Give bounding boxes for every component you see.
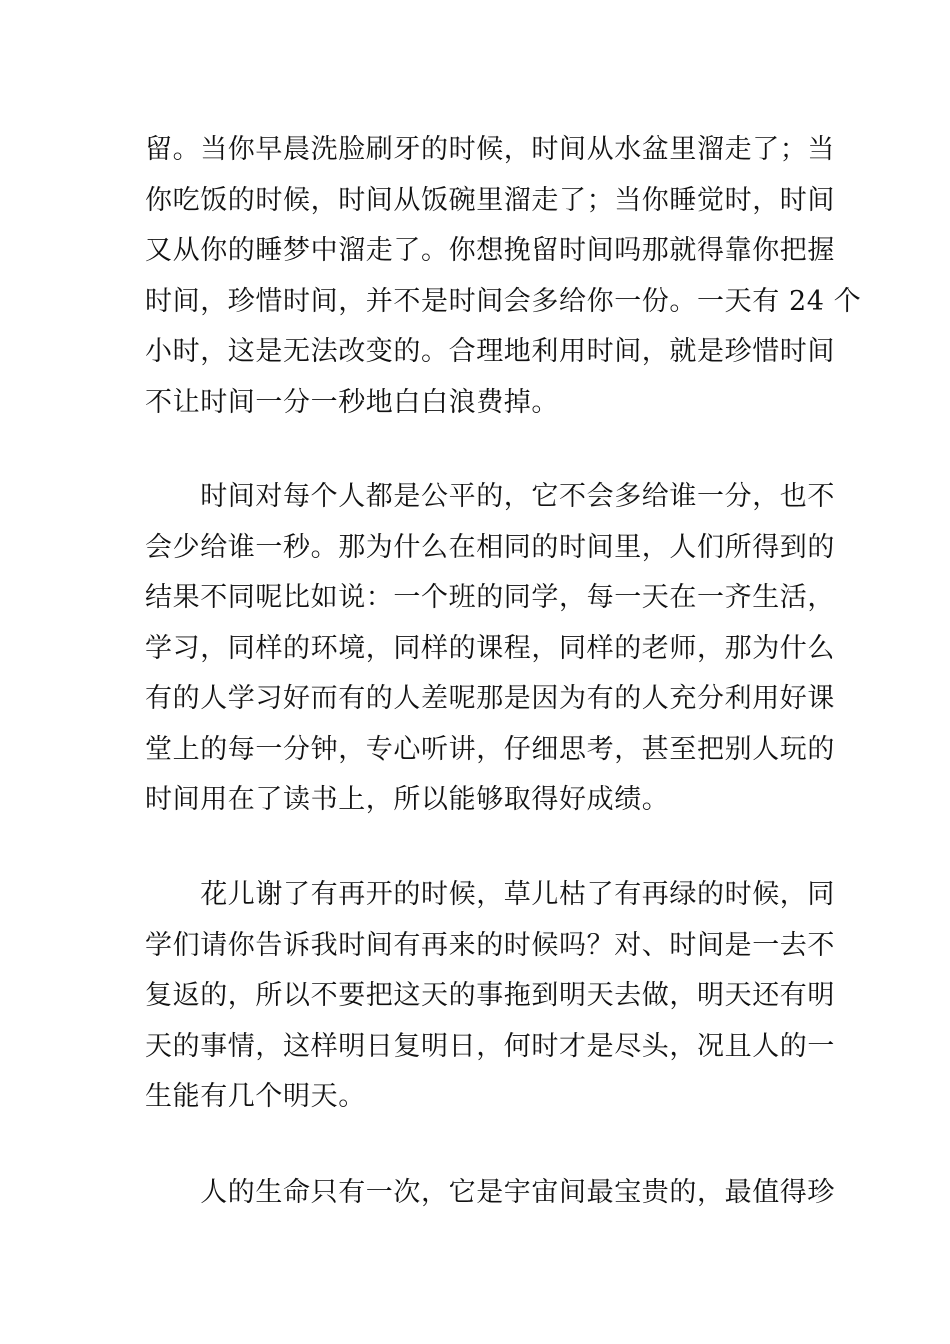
text-line: 留。当你早晨洗脸刷牙的时候，时间从水盆里溜走了；当	[145, 134, 835, 165]
text-line: 小时，这是无法改变的。合理地利用时间，就是珍惜时间	[145, 336, 835, 367]
text-line: 有的人学习好而有的人差呢那是因为有的人充分利用好课	[145, 683, 835, 714]
text-line: 花儿谢了有再开的时候，草儿枯了有再绿的时候，同	[145, 879, 835, 910]
text-line: 时间，珍惜时间，并不是时间会多给你一份。一天有 24 个	[145, 285, 862, 317]
text-line: 堂上的每一分钟，专心听讲，仔细思考，甚至把别人玩的	[145, 733, 835, 765]
text-line: 复返的，所以不要把这天的事拖到明天去做，明天还有明	[145, 980, 835, 1011]
text-line: 时间对每个人都是公平的，它不会多给谁一分，也不	[145, 481, 835, 512]
paragraph-2	[145, 472, 835, 826]
text-line: 学们请你告诉我时间有再来的时候吗？对、时间是一去不	[145, 929, 835, 961]
paragraph-3	[145, 870, 835, 1123]
text-line: 会少给谁一秒。那为什么在相同的时间里，人们所得到的	[145, 531, 835, 563]
text-line: 你吃饭的时候，时间从饭碗里溜走了；当你睡觉时，时间	[145, 184, 835, 216]
paragraph-4	[145, 1168, 835, 1219]
text-line: 人的生命只有一次，它是宇宙间最宝贵的，最值得珍	[145, 1177, 835, 1208]
text-line: 结果不同呢比如说：一个班的同学，每一天在一齐生活，	[145, 582, 835, 613]
text-line: 又从你的睡梦中溜走了。你想挽留时间吗那就得靠你把握	[145, 235, 835, 266]
text-line: 天的事情，这样明日复明日，何时才是尽头，况且人的一	[145, 1030, 835, 1062]
text-line: 时间用在了读书上，所以能够取得好成绩。	[145, 784, 670, 815]
text-line: 学习，同样的环境，同样的课程，同样的老师，那为什么	[145, 632, 835, 664]
paragraph-1	[145, 125, 862, 428]
text-line: 生能有几个明天。	[145, 1081, 366, 1112]
text-line: 不让时间一分一秒地白白浪费掉。	[145, 386, 559, 418]
